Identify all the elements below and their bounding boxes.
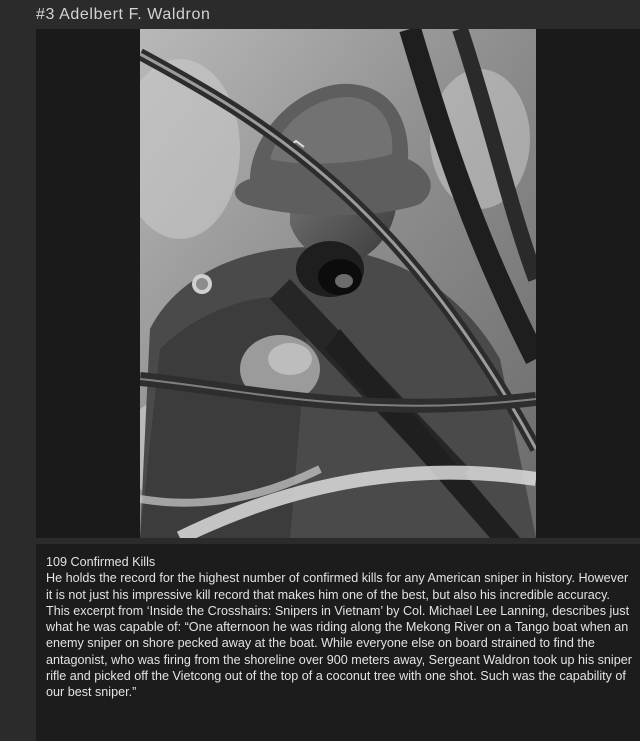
sniper-photo-illustration — [140, 29, 536, 538]
photo-frame — [36, 29, 640, 538]
sniper-photo — [140, 29, 536, 538]
caption-box — [36, 544, 640, 741]
entry-description: He holds the record for the highest number of confirmed kills for any American sniper in history. However it is not just his impressive kill record that makes him one of the best, but also his incredible accuracy. This excerpt from ‘Inside the Crosshairs: Snipers in Vietnam’ by Col. Michael Lee Lanning, describes just what he was capable of: “One afternoon he was riding along the Mekong River on a Tango boat when an enemy sniper on shore pecked away at the boat. While everyone else on board strained to find the antagonist, who was firing from the shoreline over 900 meters away, Sergeant Waldron took up his sniper rifle and picked off the Vietcong out of the top of a coconut tree with one shot. Such was the capability of our best sniper.” — [46, 571, 632, 700]
confirmed-kills-label: 109 Confirmed Kills — [46, 555, 156, 569]
entry-title: #3 Adelbert F. Waldron — [36, 6, 211, 23]
